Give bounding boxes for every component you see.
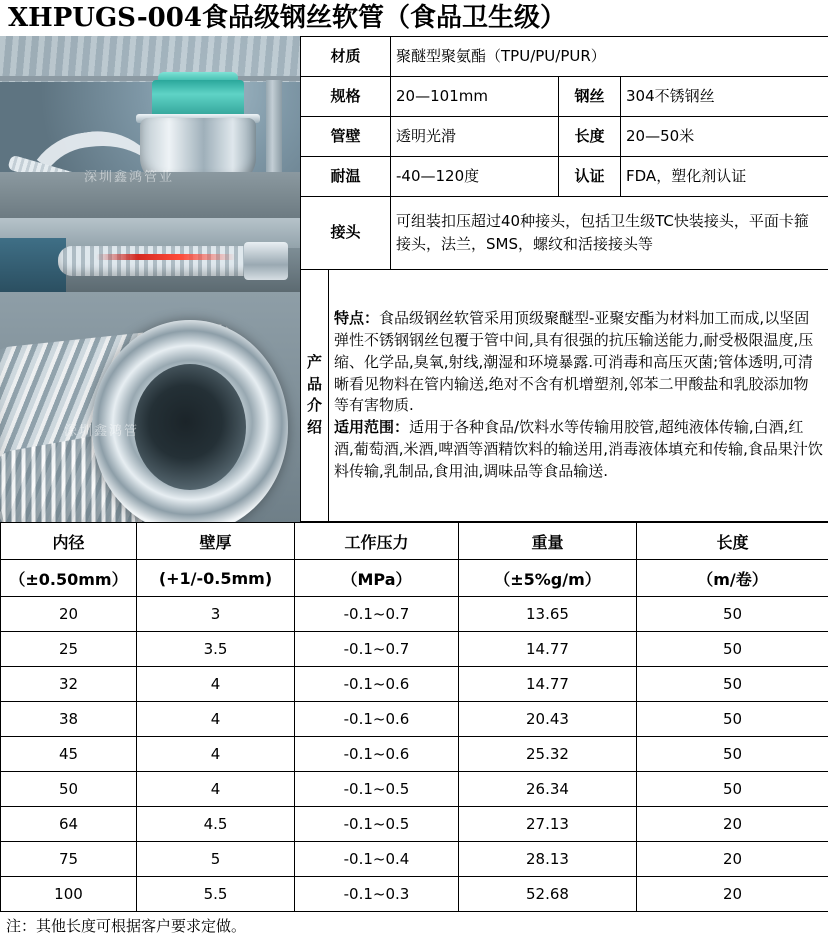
upper-section [0,36,828,522]
cell-weight: 28.13 [459,842,637,877]
table-row [1,807,828,842]
spec-label-length: 长度 [559,117,621,157]
photo-machine [0,238,66,292]
spec-value-wire: 304不锈钢丝 [621,77,828,117]
photo-factory-hopper [0,36,300,218]
photo-hose-body [58,246,268,276]
cell-length: 50 [637,702,828,737]
table-row [1,842,828,877]
cell-weight: 52.68 [459,877,637,912]
cell-length: 50 [637,597,828,632]
cell-working-pressure: -0.1~0.4 [295,842,459,877]
cell-inner-diameter: 45 [1,737,137,772]
spec-label-size: 规格 [301,77,391,117]
spec-label-temperature: 耐温 [301,157,391,197]
spec-label-certification: 认证 [559,157,621,197]
spec-row-temperature [301,157,828,197]
spec-row-wall [301,117,828,157]
cell-working-pressure: -0.1~0.3 [295,877,459,912]
cell-inner-diameter: 100 [1,877,137,912]
cell-weight: 13.65 [459,597,637,632]
cell-wall-thickness: 4 [137,737,295,772]
photo-hose-red-stripe [96,254,236,260]
cell-weight: 14.77 [459,667,637,702]
cell-weight: 25.32 [459,737,637,772]
cell-length: 50 [637,667,828,702]
specification-table [300,36,828,522]
header-unit-inner-diameter: （±0.50mm） [1,560,137,597]
cell-inner-diameter: 50 [1,772,137,807]
header-unit-weight: （±5%g/m） [459,560,637,597]
table-row [1,702,828,737]
spec-label-wire: 钢丝 [559,77,621,117]
cell-working-pressure: -0.1~0.6 [295,702,459,737]
cell-working-pressure: -0.1~0.7 [295,632,459,667]
page-title-bar [0,0,828,36]
cell-length: 20 [637,877,828,912]
spec-value-temperature: -40—120度 [391,157,559,197]
spec-value-certification: FDA，塑化剂认证 [621,157,828,197]
cell-working-pressure: -0.1~0.7 [295,597,459,632]
header-weight: 重量 [459,523,637,560]
photo-flange-bore [134,364,246,490]
spec-row-joint [301,197,828,269]
table-row [1,772,828,807]
spec-label-wall: 管壁 [301,117,391,157]
cell-wall-thickness: 5 [137,842,295,877]
intro-scope-text: 适用于各种食品/饮料水等传输用胶管,超纯液体传输,白酒,红酒,葡萄酒,米酒,啤酒等酒精饮料的输送用,消毒液体填充和传输,食品果汁饮料传输,乳制品,食用油,调味品等食品输送. [334,418,823,480]
cell-inner-diameter: 75 [1,842,137,877]
cell-working-pressure: -0.1~0.5 [295,772,459,807]
cell-length: 50 [637,632,828,667]
photo-column [266,80,282,176]
cell-working-pressure: -0.1~0.6 [295,667,459,702]
cell-working-pressure: -0.1~0.6 [295,737,459,772]
photo-hose-fitting [244,242,288,280]
intro-scope-title: 适用范围： [334,418,409,436]
photo-watermark: 深圳鑫鸿管业 [84,166,174,185]
cell-weight: 26.34 [459,772,637,807]
spec-value-introduction [329,269,828,521]
product-photo-column [0,36,300,522]
cell-wall-thickness: 4.5 [137,807,295,842]
intro-feature-text: 食品级钢丝软管采用顶级聚醚型-亚聚安酯为材料加工而成,以坚固弹性不锈钢钢丝包覆于管中间,具有很强的抗压输送能力,耐受极限温度,压缩、化学品,臭氧,射线,潮湿和环境暴露.可消毒和高压灭菌;管体透明,可清晰看见物料在管内输送,绝对不含有机增塑剂,邻苯二甲酸盐和乳胶添加物等有害物质. [334,309,813,414]
table-row [1,667,828,702]
table-header-row-1 [1,523,828,560]
cell-wall-thickness: 4 [137,702,295,737]
spec-label-joint: 接头 [301,197,391,269]
header-inner-diameter: 内径 [1,523,137,560]
cell-weight: 20.43 [459,702,637,737]
cell-length: 50 [637,737,828,772]
spec-label-material: 材质 [301,37,391,77]
cell-length: 20 [637,807,828,842]
cell-inner-diameter: 38 [1,702,137,737]
spec-value-material: 聚醚型聚氨酯（TPU/PU/PUR） [391,37,828,77]
photo-hose-with-fitting [0,218,300,292]
header-working-pressure: 工作压力 [295,523,459,560]
cell-inner-diameter: 32 [1,667,137,702]
spec-row-material [301,37,828,77]
table-row [1,597,828,632]
cell-wall-thickness: 5.5 [137,877,295,912]
photo-watermark: 深圳鑫鸿管 [64,420,139,439]
header-unit-length: （m/卷） [637,560,828,597]
cell-inner-diameter: 25 [1,632,137,667]
spec-value-joint: 可组装扣压超过40种接头，包括卫生级TC快装接头，平面卡箍接头，法兰，SMS，螺纹和活接接头等 [391,197,828,269]
table-row [1,632,828,667]
table-row [1,877,828,912]
cell-inner-diameter: 64 [1,807,137,842]
header-wall-thickness: 壁厚 [137,523,295,560]
cell-wall-thickness: 4 [137,667,295,702]
spec-row-introduction [301,269,828,521]
cell-inner-diameter: 20 [1,597,137,632]
spec-value-size: 20—101mm [391,77,559,117]
header-unit-wall-thickness: (+1/-0.5mm) [137,560,295,597]
photo-beam [0,76,300,81]
spec-label-introduction: 产品介绍 [301,269,329,521]
cell-working-pressure: -0.1~0.5 [295,807,459,842]
header-length: 长度 [637,523,828,560]
table-row [1,737,828,772]
cell-wall-thickness: 4 [137,772,295,807]
spec-value-length: 20—50米 [621,117,828,157]
header-unit-working-pressure: （MPa） [295,560,459,597]
cell-wall-thickness: 3.5 [137,632,295,667]
page-title: XHPUGS-004食品级钢丝软管（食品卫生级） [8,2,828,34]
dimensions-table [0,522,828,912]
cell-weight: 14.77 [459,632,637,667]
spec-row-size [301,77,828,117]
cell-wall-thickness: 3 [137,597,295,632]
photo-hose-closeup [0,292,300,522]
footer-note: 注：其他长度可根据客户要求定做。 [0,912,828,937]
spec-value-wall: 透明光滑 [391,117,559,157]
cell-weight: 27.13 [459,807,637,842]
intro-feature-title: 特点： [334,309,379,327]
cell-length: 50 [637,772,828,807]
table-header-row-2 [1,560,828,597]
cell-length: 20 [637,842,828,877]
